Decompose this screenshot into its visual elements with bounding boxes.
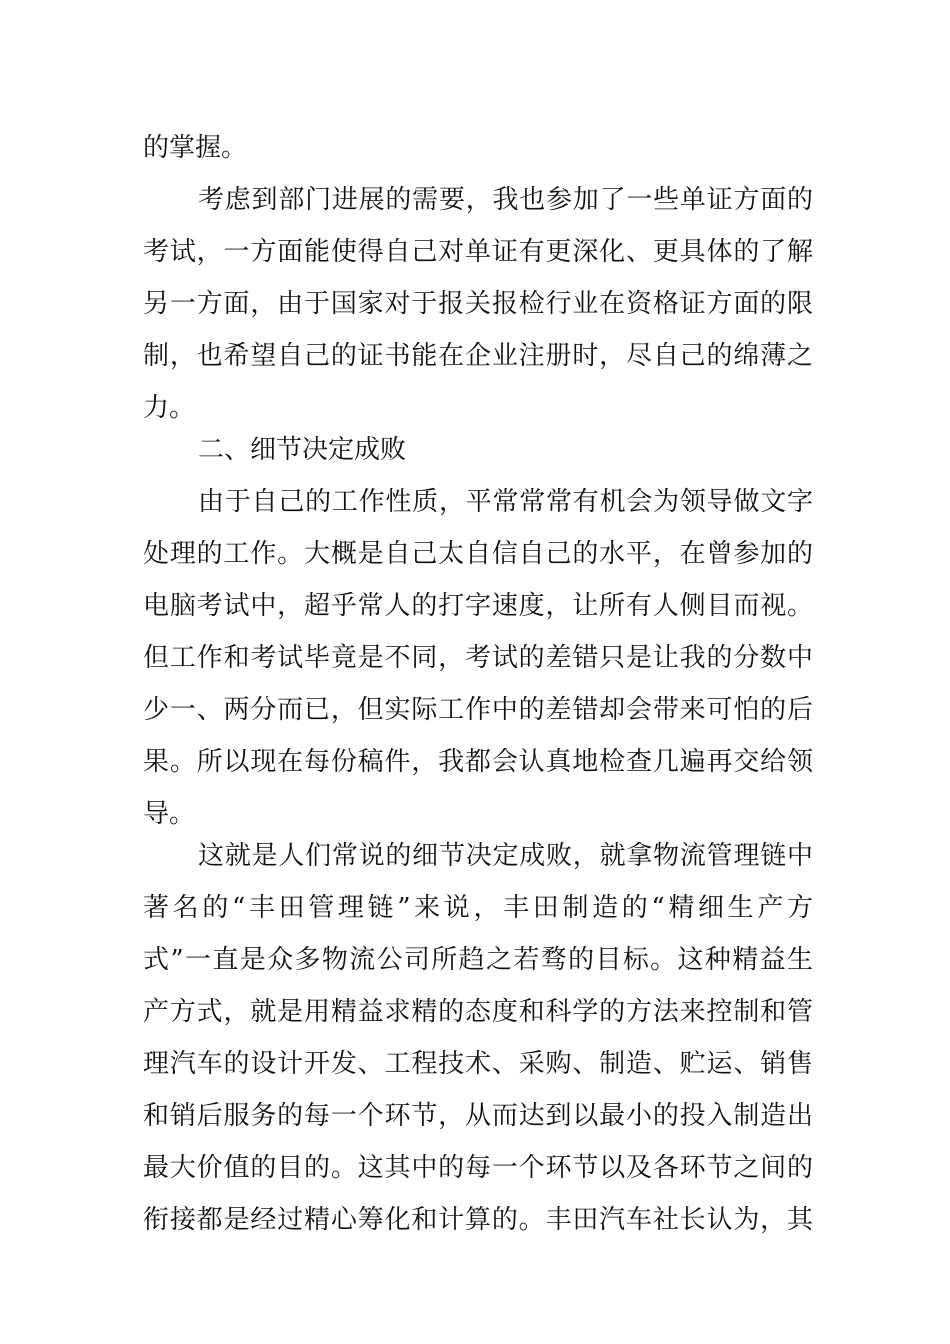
text-line-2: 考虑到部门进展的需要，我也参加了一些单证方面的 bbox=[198, 185, 813, 215]
text-line-16: 著名的“丰田管理链”来说，丰田制造的“精细生产方 bbox=[143, 893, 813, 923]
text-line-3: 考试，一方面能使得自己对单证有更深化、更具体的了解 bbox=[143, 237, 813, 267]
text-line-12: 少一、两分而已，但实际工作中的差错却会带来可怕的后 bbox=[143, 695, 813, 725]
text-line-6: 力。 bbox=[143, 393, 196, 423]
text-line-19: 理汽车的设计开发、工程技术、采购、制造、贮运、销售 bbox=[143, 1049, 813, 1079]
text-line-14: 导。 bbox=[143, 799, 196, 829]
text-line-1: 的掌握。 bbox=[143, 133, 248, 163]
text-line-8: 由于自己的工作性质，平常常常有机会为领导做文字 bbox=[198, 487, 813, 517]
text-line-17: 式”一直是众多物流公司所趋之若骛的目标。这种精益生 bbox=[143, 945, 813, 975]
text-line-4: 另一方面，由于国家对于报关报检行业在资格证方面的限 bbox=[143, 289, 813, 319]
text-line-20: 和销后服务的每一个环节，从而达到以最小的投入制造出 bbox=[143, 1101, 813, 1131]
text-line-15: 这就是人们常说的细节决定成败，就拿物流管理链中 bbox=[198, 841, 813, 871]
section-heading: 二、细节决定成败 bbox=[198, 435, 407, 465]
text-line-18: 产方式，就是用精益求精的态度和科学的方法来控制和管 bbox=[143, 997, 813, 1027]
text-line-10: 电脑考试中，超乎常人的打字速度，让所有人侧目而视。 bbox=[143, 591, 813, 621]
text-line-9: 处理的工作。大概是自己太自信自己的水平，在曾参加的 bbox=[143, 539, 813, 569]
text-line-21: 最大价值的目的。这其中的每一个环节以及各环节之间的 bbox=[143, 1153, 813, 1183]
text-line-11: 但工作和考试毕竟是不同，考试的差错只是让我的分数中 bbox=[143, 643, 813, 673]
text-line-22: 衔接都是经过精心筹化和计算的。丰田汽车社长认为，其 bbox=[143, 1205, 813, 1235]
text-line-5: 制，也希望自己的证书能在企业注册时，尽自己的绵薄之 bbox=[143, 341, 813, 371]
text-line-13: 果。所以现在每份稿件，我都会认真地检查几遍再交给领 bbox=[143, 747, 813, 777]
